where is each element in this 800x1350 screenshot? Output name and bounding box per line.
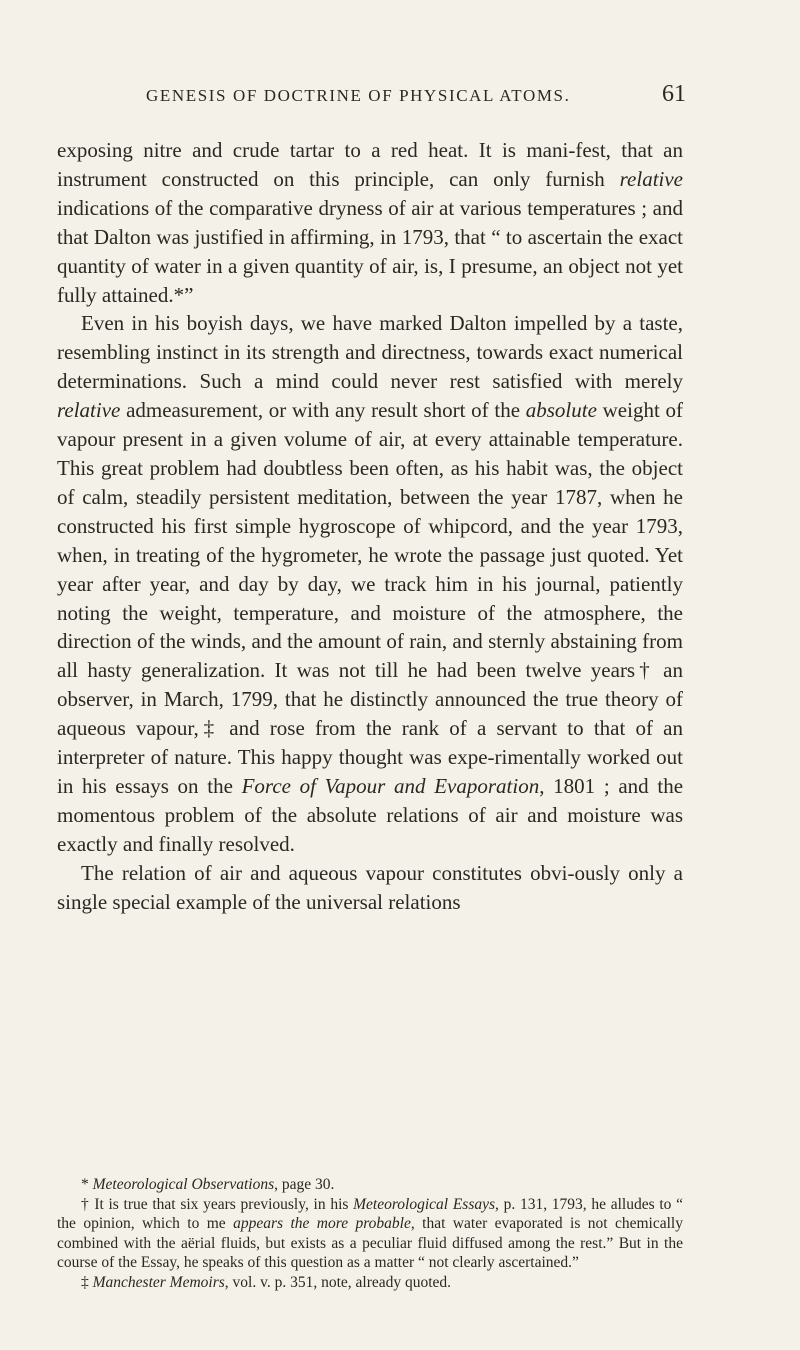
text-run: weight of vapour present in a given volume of air, at every attainable temperature. This great problem had doubtless been often, as his habit was, the object of calm, steadily persistent meditation, between the year 1787, when he constructed his first simple hygroscope of whipcord, and the year 1793, when, in treating of the hygrometer, he wrote the passage just quoted. Yet year after year, and day by day, we track him in his journal, patiently noting the weight, temperature, and moisture of the atmosphere, the direction of the winds, and the amount of rain, and sternly abstaining from all hasty generalization. It was not till he had been twelve years† an observer, in March, 1799, that he distinctly announced the true theory of aqueous vapour,‡ and rose from the rank of a servant to that of an interpreter of nature. This happy thought was expe-rimentally worked out in his essays on the: [57, 398, 683, 798]
text-run: Even in his boyish days, we have marked Dalton impelled by a taste, resembling instinct in its strength and directness, towards exact numerical determinations. Such a mind could never rest satisfied with merely: [57, 311, 683, 394]
italic-run: Meteorological Observations: [92, 1176, 275, 1193]
running-title: GENESIS OF DOCTRINE OF PHYSICAL ATOMS.: [146, 86, 571, 105]
italic-run: absolute: [525, 398, 597, 423]
footnote-2: [57, 1195, 683, 1273]
italic-run: relative: [57, 398, 121, 423]
page-number: 61: [662, 81, 686, 107]
paragraph-1: [57, 136, 683, 309]
footnote-mark: †: [81, 1195, 95, 1213]
text-run: , page 30.: [274, 1176, 335, 1193]
footnote-mark: *: [81, 1176, 93, 1193]
text-run: The relation of air and aqueous vapour constitutes obvi-ously only a single special example of the universal relations: [57, 860, 683, 914]
italic-run: appears the more probable: [233, 1215, 411, 1232]
paragraph-2: [57, 309, 683, 858]
body-text: [57, 136, 683, 916]
text-run: indications of the comparative dryness of air at various temperatures ; and that Dalton was justified in affirming, in 1793, that “ to ascertain the exact quantity of water in a given quantity of air, is, I presume, an object not yet fully attained.*”: [57, 195, 683, 307]
text-run: exposing nitre and crude tartar to a red heat. It is mani-fest, that an instrument constructed on this principle, can only furnish: [57, 138, 683, 191]
footnote-1: [57, 1175, 683, 1195]
paragraph-3: [57, 859, 683, 917]
footnotes: [57, 1175, 683, 1292]
footnote-mark: ‡: [81, 1273, 93, 1291]
text-run: , that water evaporated is not chemically combined with the aërial fluids, but exists as a peculiar fluid diffused among the rest.” But in the course of the Essay, he speaks of this question as a matter “ not clearly ascertained.”: [57, 1215, 683, 1271]
text-run: , 1801 ; and the momentous problem of the absolute relations of air and moisture was exactly and finally resolved.: [57, 773, 684, 856]
text-run: It is true that six years previously, in his: [94, 1195, 354, 1213]
italic-run: Force of Vapour and Evaporation: [241, 773, 540, 798]
italic-run: Manchester Memoirs: [92, 1273, 225, 1291]
footnote-3: [57, 1273, 683, 1293]
text-run: admeasurement, or with any result short of the: [120, 398, 526, 423]
italic-run: relative: [619, 166, 683, 191]
text-run: , p. 131, 1793, he alludes to “ the opinion, which to me: [57, 1195, 683, 1232]
text-run: , vol. v. p. 351, note, already quoted.: [224, 1273, 452, 1291]
italic-run: Meteorological Essays: [353, 1195, 496, 1213]
